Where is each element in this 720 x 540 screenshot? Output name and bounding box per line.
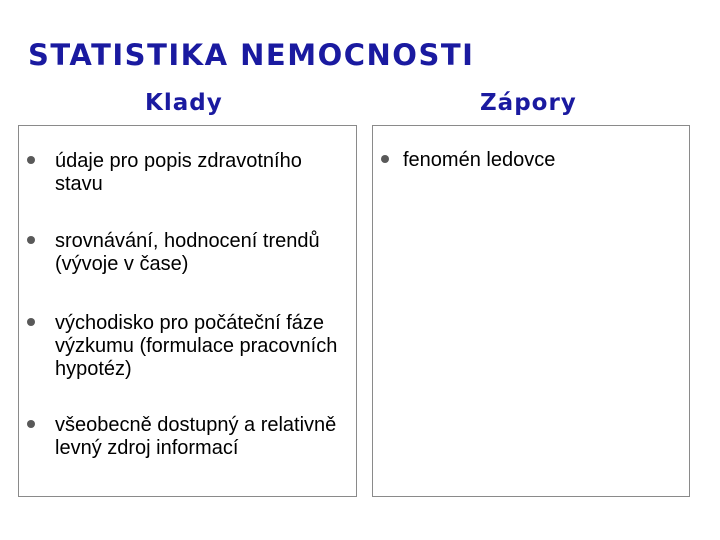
list-item-text: všeobecně dostupný a relativně levný zdroj informací bbox=[55, 414, 337, 459]
bullet-dot-icon bbox=[381, 155, 389, 163]
list-item-text: fenomén ledovce bbox=[403, 149, 556, 171]
list-item-text: údaje pro popis zdravotního stavu bbox=[55, 150, 302, 195]
list-item-text: srovnávání, hodnocení trendů (vývoje v čase) bbox=[55, 230, 320, 275]
cons-box bbox=[372, 125, 690, 497]
bullet-dot-icon bbox=[27, 420, 35, 428]
cons-heading: Zápory bbox=[480, 90, 577, 116]
list-item bbox=[19, 312, 352, 381]
bullet-dot-icon bbox=[27, 156, 35, 164]
list-item-text: východisko pro počáteční fáze výzkumu (formulace pracovních hypotéz) bbox=[55, 312, 338, 380]
pros-box bbox=[18, 125, 357, 497]
list-item bbox=[19, 230, 352, 276]
list-item bbox=[19, 414, 352, 460]
list-item bbox=[373, 149, 685, 172]
pros-heading: Klady bbox=[145, 90, 223, 116]
list-item bbox=[19, 150, 352, 196]
bullet-dot-icon bbox=[27, 236, 35, 244]
slide-title: STATISTIKA NEMOCNOSTI bbox=[28, 38, 475, 72]
bullet-dot-icon bbox=[27, 318, 35, 326]
